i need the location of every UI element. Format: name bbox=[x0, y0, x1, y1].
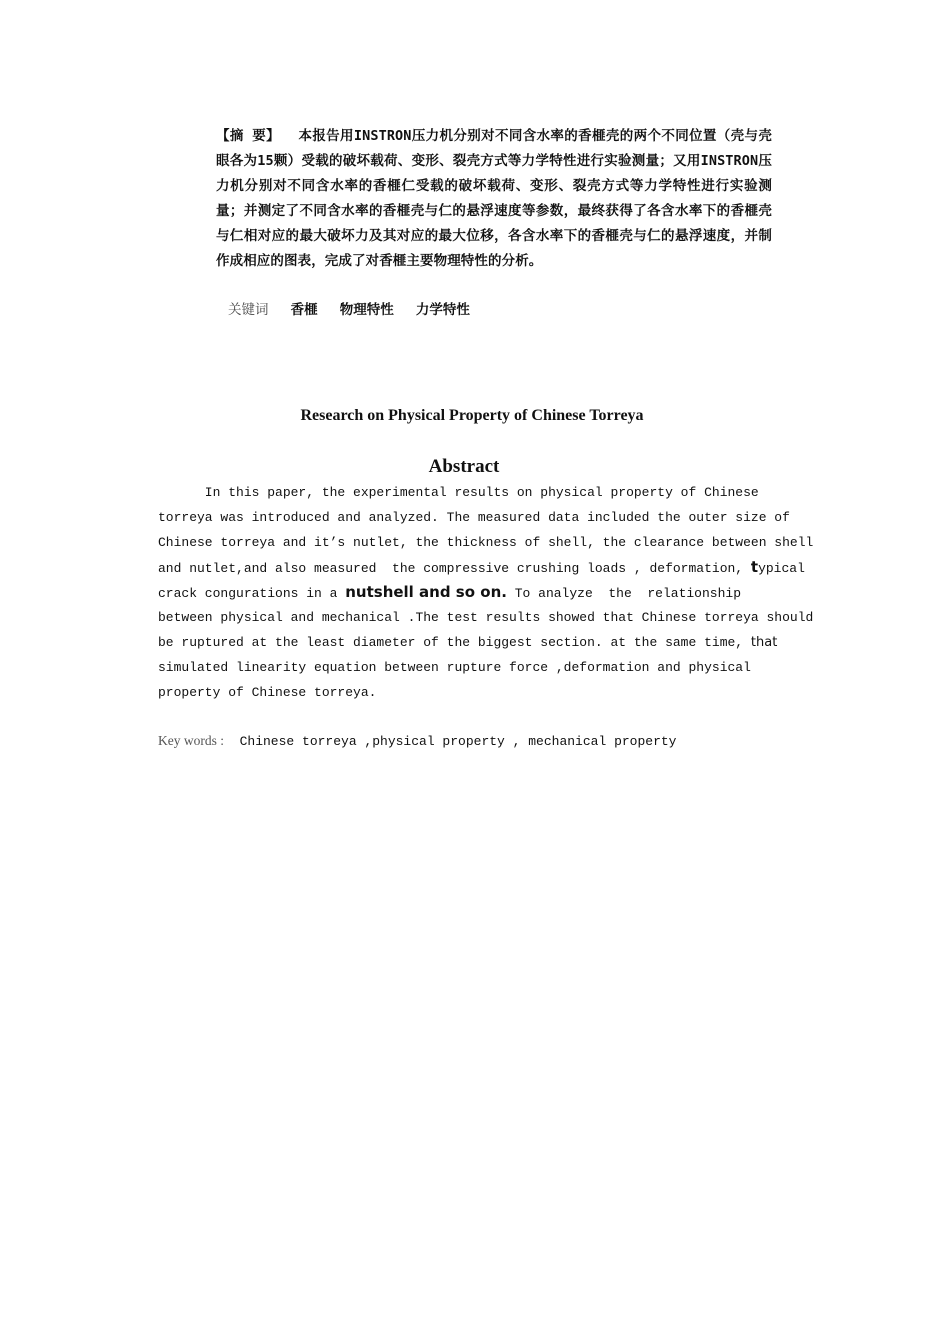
chinese-keyword-item: 物理特性 bbox=[339, 302, 394, 318]
abstract-line: between physical and mechanical .The test results showed that Chinese torreya should bbox=[158, 610, 814, 625]
abstract-heading: Abstract bbox=[428, 456, 500, 477]
abstract-line bbox=[158, 555, 805, 580]
chinese-abstract bbox=[216, 124, 772, 274]
chinese-abstract-text: 本报告用INSTRON压力机分别对不同含水率的香榧壳的两个不同位置（壳与壳眼各为15颗）受载的破坏载荷、变形、裂壳方式等力学特性进行实验测量；又用INSTRON压力机分别对不同含水率的香榧仁受载的破坏载荷、变形、裂壳方式等力学特性进行实验测量；并测定了不同含水率的香榧壳与仁的悬浮速度等参数，最终获得了各含水率下的香榧壳与仁相对应的最大破坏力及其对应的最大位移，各含水率下的香榧壳与仁的悬浮速度，并制作成相应的图表，完成了对香榧主要物理特性的分析。 bbox=[216, 128, 772, 269]
abstract-line: torreya was introduced and analyzed. The measured data included the outer size of bbox=[158, 510, 790, 525]
abstract-bold-letter: t bbox=[750, 558, 759, 576]
english-abstract bbox=[158, 480, 814, 705]
abstract-text-run: and nutlet,and also measured the compressive crushing loads , deformation, bbox=[158, 561, 751, 576]
abstract-line bbox=[158, 580, 773, 605]
english-keywords-text: Chinese torreya ,physical property , mechanical property bbox=[224, 734, 677, 749]
english-keywords-label: Key words : bbox=[158, 733, 224, 748]
chinese-abstract-label: 【摘 要】 bbox=[216, 128, 280, 144]
chinese-keyword-item: 力学特性 bbox=[415, 302, 470, 318]
english-title: Research on Physical Property of Chinese Torreya bbox=[300, 407, 644, 424]
abstract-text-run: crack congurations in a bbox=[158, 586, 346, 601]
abstract-line: Chinese torreya and it’s nutlet, the thickness of shell, the clearance between shell bbox=[158, 535, 814, 550]
abstract-line: In this paper, the experimental results on physical property of Chinese bbox=[158, 485, 759, 500]
abstract-bold-phrase: nutshell and so on. bbox=[345, 583, 507, 601]
chinese-keywords-label: 关键词 bbox=[228, 302, 269, 318]
abstract-text-run: To analyze the relationship bbox=[506, 586, 741, 601]
abstract-line: simulated linearity equation between rupture force ,deformation and physical bbox=[158, 660, 751, 675]
abstract-text-run: ypical bbox=[758, 561, 805, 576]
abstract-line bbox=[158, 630, 778, 655]
abstract-text-run: be ruptured at the least diameter of the biggest section. at the same time, bbox=[158, 635, 751, 650]
english-keywords bbox=[158, 730, 676, 753]
chinese-keywords bbox=[228, 299, 484, 321]
abstract-sans-word: that bbox=[750, 635, 778, 650]
abstract-line: property of Chinese torreya. bbox=[158, 685, 377, 700]
chinese-keyword-item: 香榧 bbox=[290, 302, 318, 318]
